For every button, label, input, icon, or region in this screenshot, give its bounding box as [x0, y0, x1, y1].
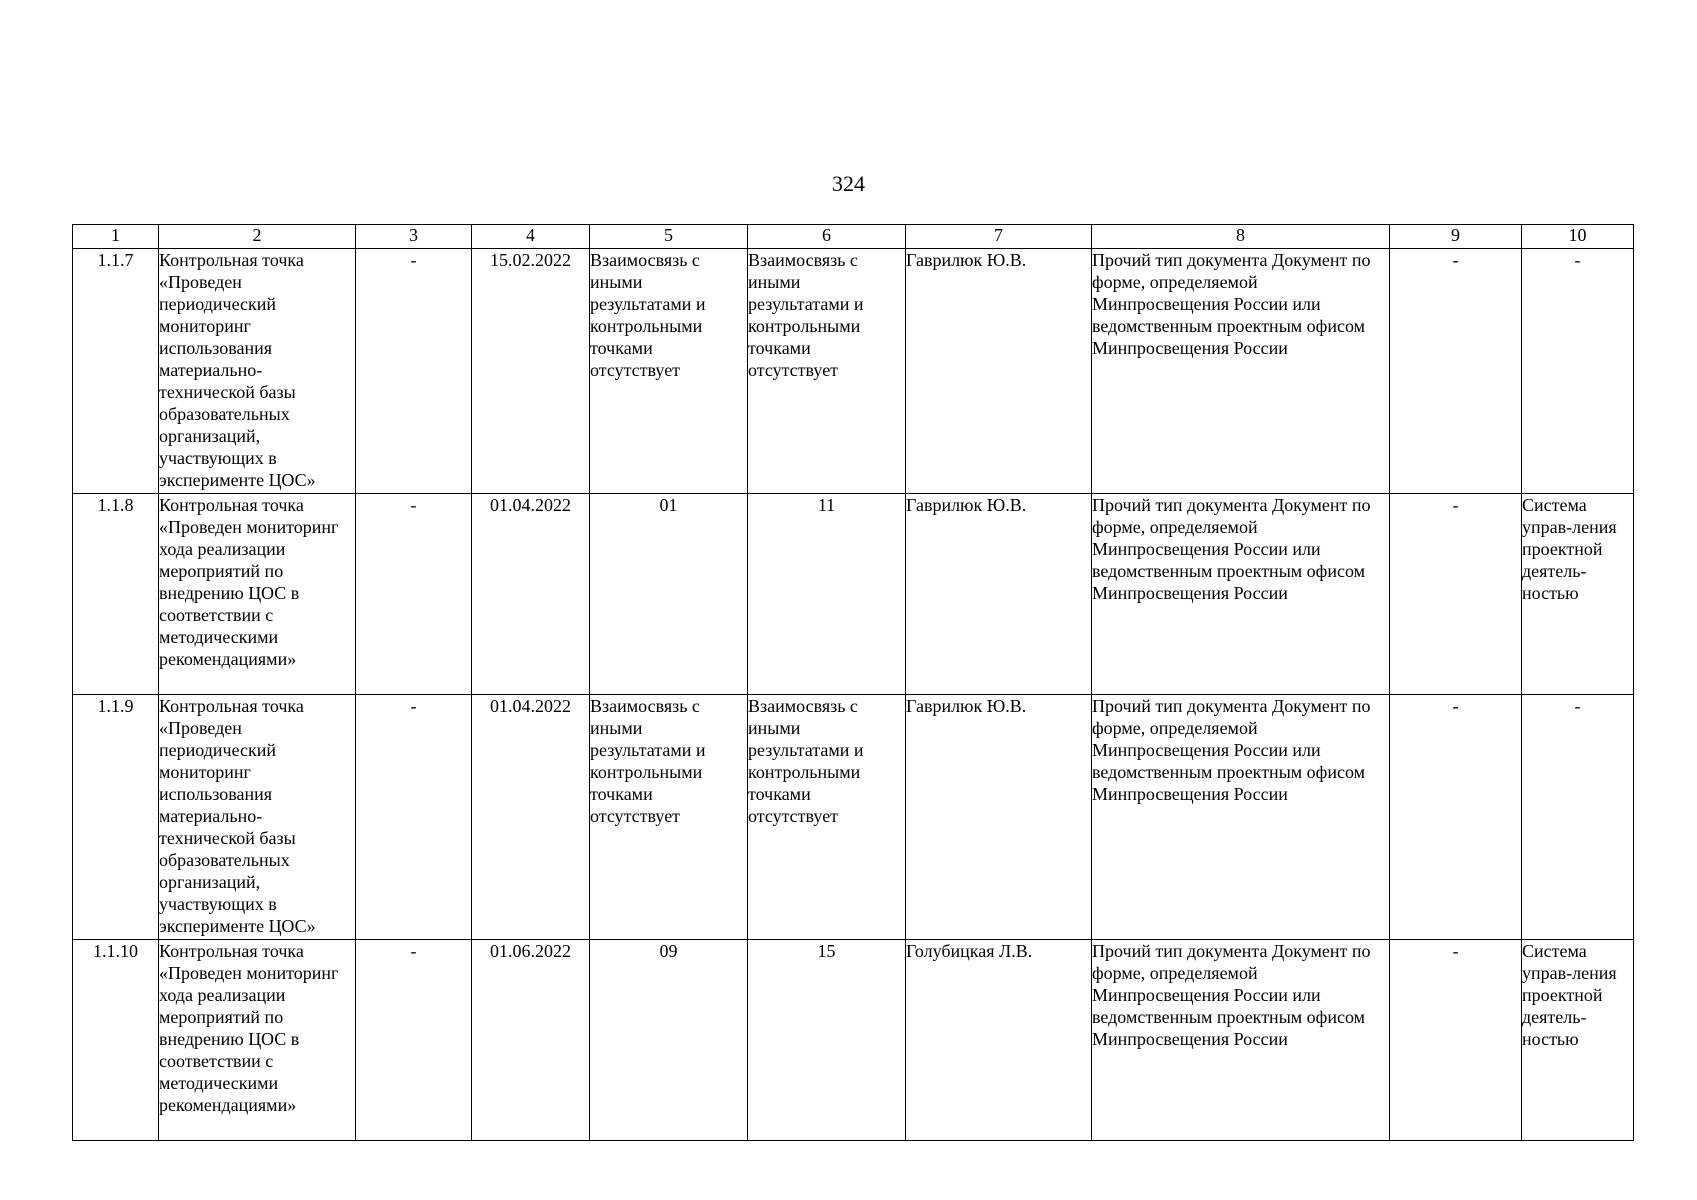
col-6-value: Взаимосвязь с иными результатами и контрольными точками отсутствует	[748, 249, 906, 494]
document-type: Прочий тип документа Документ по форме, определяемой Минпросвещения России или ведомственным проектным офисом Минпросвещения России	[1092, 249, 1390, 494]
header-col-9: 9	[1390, 225, 1522, 249]
col-3-value: -	[356, 249, 472, 494]
responsible-person: Гаврилюк Ю.В.	[906, 695, 1092, 940]
control-point-name: Контрольная точка «Проведен мониторинг хода реализации мероприятий по внедрению ЦОС в соответствии с методическими рекомендациями»	[159, 940, 356, 1141]
col-9-value: -	[1390, 940, 1522, 1141]
header-col-10: 10	[1522, 225, 1634, 249]
document-type: Прочий тип документа Документ по форме, определяемой Минпросвещения России или ведомственным проектным офисом Минпросвещения России	[1092, 494, 1390, 695]
document-type: Прочий тип документа Документ по форме, определяемой Минпросвещения России или ведомственным проектным офисом Минпросвещения России	[1092, 940, 1390, 1141]
col-10-value: Система управ-ления проектной деятель-ностью	[1522, 494, 1634, 695]
deadline-date: 01.04.2022	[472, 695, 590, 940]
col-9-value: -	[1390, 494, 1522, 695]
col-5-value: 09	[590, 940, 748, 1141]
page-number: 324	[832, 171, 865, 196]
header-col-1: 1	[73, 225, 159, 249]
col-6-value: 15	[748, 940, 906, 1141]
header-col-8: 8	[1092, 225, 1390, 249]
deadline-date: 01.06.2022	[472, 940, 590, 1141]
col-9-value: -	[1390, 695, 1522, 940]
responsible-person: Гаврилюк Ю.В.	[906, 494, 1092, 695]
col-9-value: -	[1390, 249, 1522, 494]
header-row	[73, 225, 1634, 249]
header-col-7: 7	[906, 225, 1092, 249]
col-6-value: Взаимосвязь с иными результатами и контрольными точками отсутствует	[748, 695, 906, 940]
col-6-value: 11	[748, 494, 906, 695]
table-row	[73, 249, 1634, 494]
deadline-date: 01.04.2022	[472, 494, 590, 695]
row-number: 1.1.10	[73, 940, 159, 1141]
col-3-value: -	[356, 494, 472, 695]
col-5-value: 01	[590, 494, 748, 695]
document-type: Прочий тип документа Документ по форме, определяемой Минпросвещения России или ведомственным проектным офисом Минпросвещения России	[1092, 695, 1390, 940]
responsible-person: Голубицкая Л.В.	[906, 940, 1092, 1141]
table-row	[73, 695, 1634, 940]
header-col-2: 2	[159, 225, 356, 249]
col-3-value: -	[356, 940, 472, 1141]
header-col-6: 6	[748, 225, 906, 249]
control-point-name: Контрольная точка «Проведен мониторинг хода реализации мероприятий по внедрению ЦОС в соответствии с методическими рекомендациями»	[159, 494, 356, 695]
col-10-value: Система управ-ления проектной деятель-ностью	[1522, 940, 1634, 1141]
col-5-value: Взаимосвязь с иными результатами и контрольными точками отсутствует	[590, 249, 748, 494]
header-col-5: 5	[590, 225, 748, 249]
col-10-value: -	[1522, 695, 1634, 940]
row-number: 1.1.9	[73, 695, 159, 940]
row-number: 1.1.8	[73, 494, 159, 695]
header-col-4: 4	[472, 225, 590, 249]
control-point-name: Контрольная точка «Проведен периодический мониторинг использования материально-технической базы образовательных организаций, участвующих в эксперименте ЦОС»	[159, 249, 356, 494]
responsible-person: Гаврилюк Ю.В.	[906, 249, 1092, 494]
col-5-value: Взаимосвязь с иными результатами и контрольными точками отсутствует	[590, 695, 748, 940]
col-3-value: -	[356, 695, 472, 940]
table-row	[73, 494, 1634, 695]
header-col-3: 3	[356, 225, 472, 249]
table-row	[73, 940, 1634, 1141]
col-10-value: -	[1522, 249, 1634, 494]
row-number: 1.1.7	[73, 249, 159, 494]
deadline-date: 15.02.2022	[472, 249, 590, 494]
results-table	[72, 224, 1634, 1141]
control-point-name: Контрольная точка «Проведен периодический мониторинг использования материально-технической базы образовательных организаций, участвующих в эксперименте ЦОС»	[159, 695, 356, 940]
